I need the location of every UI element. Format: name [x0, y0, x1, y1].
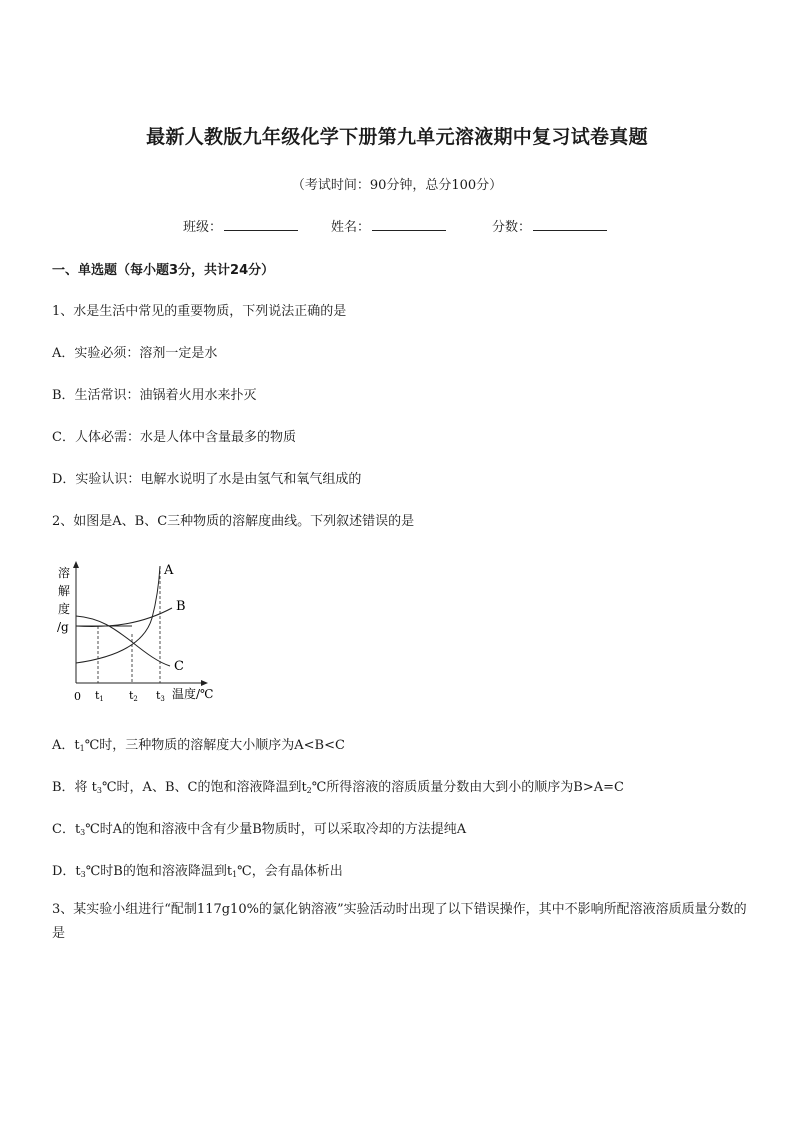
curve-a: [76, 566, 160, 663]
y-axis-arrow: [73, 561, 79, 568]
q2-option-b: B．将 $t_3℃$时，A、B、C的饱和溶液降温到$t_2℃$所得溶液的溶质质量分数由大到小的顺序为B>A=C: [52, 780, 624, 795]
y-label-3: 度: [58, 602, 71, 616]
q1-option-b: B．生活常识：油锅着火用水来扑灭: [52, 388, 257, 403]
section-heading: 一、单选题（每小题3分，共计24分）: [52, 263, 275, 278]
name-field[interactable]: [331, 216, 446, 235]
q2-option-a: A．$t_1℃$时，三种物质的溶解度大小顺序为A<B<C: [52, 738, 345, 753]
x-axis-arrow: [201, 680, 208, 686]
page-title: 最新人教版九年级化学下册第九单元溶液期中复习试卷真题: [146, 126, 648, 148]
score-blank[interactable]: [533, 220, 607, 231]
series-label-a: A: [164, 563, 174, 578]
tick-t1: t1: [95, 689, 104, 703]
score-field[interactable]: [492, 216, 607, 235]
series-label-b: B: [176, 599, 186, 614]
solubility-chart: [52, 558, 232, 708]
tick-t2: t2: [129, 689, 138, 703]
curve-b: [76, 608, 172, 626]
curve-c: [76, 616, 170, 666]
q2-option-d: D．$t_3℃$时B的饱和溶液降温到$t_1℃$，会有晶体析出: [52, 864, 343, 879]
q1-option-c: C．人体必需：水是人体中含量最多的物质: [52, 430, 296, 445]
class-label: 班级：: [183, 220, 223, 235]
class-blank[interactable]: [224, 220, 298, 231]
origin-label: 0: [74, 690, 81, 703]
series-label-c: C: [174, 659, 184, 674]
score-label: 分数：: [492, 220, 532, 235]
y-label-2: 解: [58, 584, 71, 598]
y-label-1: 溶: [58, 566, 71, 580]
name-label: 姓名：: [331, 220, 371, 235]
q2-stem: 2、如图是A、B、C三种物质的溶解度曲线。下列叙述错误的是: [52, 514, 415, 529]
tick-t3: t3: [156, 689, 165, 703]
q3-stem: 3、某实验小组进行“配制117g10%的氯化钠溶液”实验活动时出现了以下错误操作，其中不影响所配溶液溶质质量分数的是: [52, 902, 747, 941]
q1-stem: 1、水是生活中常见的重要物质，下列说法正确的是: [52, 304, 347, 319]
q1-option-a: A．实验必须：溶剂一定是水: [52, 346, 218, 361]
q1-option-d: D．实验认识：电解水说明了水是由氢气和氧气组成的: [52, 472, 362, 487]
q2-option-c: C．$t_3℃$时A的饱和溶液中含有少量B物质时，可以采取冷却的方法提纯A: [52, 822, 467, 837]
exam-info: （考试时间：90分钟，总分100分）: [291, 178, 503, 193]
class-field[interactable]: [183, 216, 298, 235]
x-label: 温度/℃: [172, 687, 214, 701]
y-label-4: /g: [57, 620, 69, 634]
name-blank[interactable]: [372, 220, 446, 231]
